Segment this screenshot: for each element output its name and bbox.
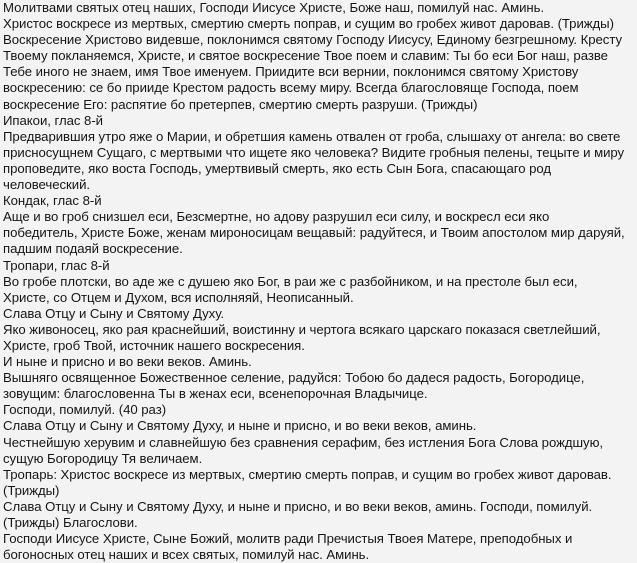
text-line: Слава Отцу и Сыну и Святому Духу, и ныне и присно, и во веки веков, аминь. Господи, помилуй. bbox=[3, 498, 593, 514]
section-heading: Ипакои, глас 8-й bbox=[3, 112, 103, 128]
text-line: Воскресение Христово видевше, поклонимся святому Господу Иисусу, Единому безгрешному. Кресту bbox=[3, 32, 622, 48]
text-line: Во гробе плотски, во аде же с душею яко Бог, в раи же с разбойником, и на престоле был еси, bbox=[3, 273, 578, 289]
text-line: Слава Отцу и Сыну и Святому Духу. bbox=[3, 305, 225, 321]
text-line: воскресение Его: распятие бо претерпев, смертию смерть разруши. (Трижды) bbox=[3, 96, 478, 112]
section-heading: Тропари, глас 8-й bbox=[3, 257, 110, 273]
text-line: Твоему покланяемся, Христе, и святое воскресение Твое поем и славим: Ты бо еси Бог наш, разве bbox=[3, 48, 608, 64]
text-line: Вышняго освященное Божественное селение, радуйся: Тобою бо дадеся радость, Богородице, bbox=[3, 370, 585, 386]
text-line: Молитвами святых отец наших, Господи Иисусе Христе, Боже наш, помилуй нас. Аминь. bbox=[3, 0, 545, 15]
text-line: Яко живоносец, яко рая краснейший, воистинну и чертога всякаго царскаго показася светлейший, bbox=[3, 321, 601, 337]
text-line: (Трижды) Благослови. bbox=[3, 515, 138, 530]
text-line: победитель, Христе Боже, женам мироносицам вещавый: радуйтеся, и Твоим апостолом мир даруяй, bbox=[3, 225, 625, 241]
text-line: воскресению: се бо прииде Крестом радость всему миру. Всегда благословяще Господа, поем bbox=[3, 80, 579, 96]
text-line: Господи Иисусе Христе, Сыне Божий, молитв ради Пречистыя Твоея Матере, преподобных и bbox=[3, 531, 573, 547]
text-line: И ныне и присно и во веки веков. Аминь. bbox=[3, 354, 252, 370]
text-line: зовущим: благословенна Ты в женах еси, всенепорочная Владычице. bbox=[3, 386, 428, 402]
text-line: человеческий. bbox=[3, 177, 91, 193]
text-line: Аще и во гроб снизшел еси, Безсмертне, но адову разрушил еси силу, и воскресл еси яко bbox=[3, 209, 550, 225]
text-line: падшим подаяй воскресение. bbox=[3, 241, 183, 257]
text-line: Господи, помилуй. (40 раз) bbox=[3, 402, 167, 418]
text-line: Честнейшую херувим и славнейшую без сравнения серафим, без истления Бога Слова рождшую, bbox=[3, 434, 604, 450]
text-line: проповедите, яко воста Господь, умертвивый смерть, яко есть Сын Бога, спасающаго род bbox=[3, 160, 552, 176]
text-line: богоносных отец наших и всех святых, помилуй нас. Аминь. bbox=[3, 547, 370, 563]
text-line: Тебе иного не знаем, имя Твое именуем. Приидите вси вернии, поклонимся святому Христову bbox=[3, 64, 579, 80]
text-line: Тропарь: Христос воскресе из мертвых, смертию смерть поправ, и сущим во гробех живот даровав. bbox=[3, 466, 612, 482]
text-line: сущую Богородицу Тя величаем. bbox=[3, 450, 203, 466]
text-line: Христос воскресе из мертвых, смертию смерть поправ, и сущим во гробех живот даровав. (Трижды) bbox=[3, 16, 614, 32]
section-heading: Кондак, глас 8-й bbox=[3, 193, 102, 209]
text-line: (Трижды) bbox=[3, 482, 60, 498]
text-line: Предварившия утро яже о Марии, и обретшия камень отвален от гроба, слышаху от ангела: во свете bbox=[3, 128, 621, 144]
text-line: присносущнем Сущаго, с мертвыми что ищете яко человека? Видите гробныя пелены, тецыте и миру bbox=[3, 144, 625, 160]
text-line: Христе, гроб Твой, источник нашего воскресения. bbox=[3, 337, 305, 353]
text-line: Слава Отцу и Сыну и Святому Духу, и ныне и присно, и во веки веков, аминь. bbox=[3, 418, 477, 434]
text-line: Христе, со Отцем и Духом, вся исполняяй, Неописанный. bbox=[3, 289, 354, 305]
